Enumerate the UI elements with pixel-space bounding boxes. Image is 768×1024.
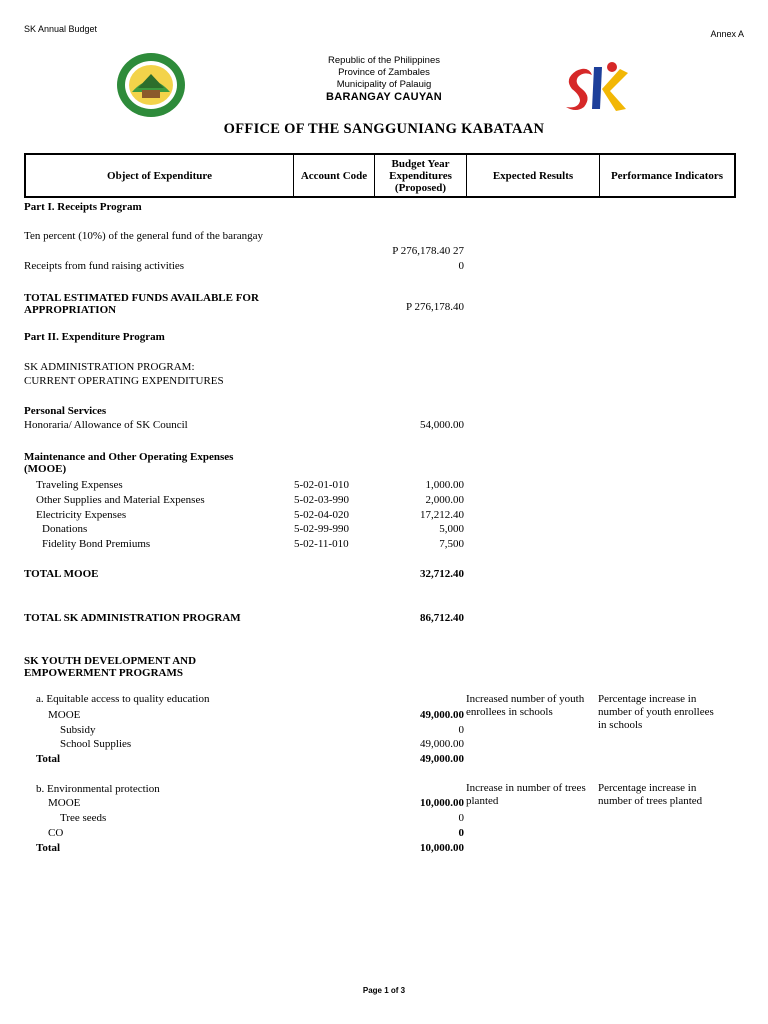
part-2-heading: Part II. Expenditure Program: [24, 331, 165, 343]
item-amount: 17,212.40: [420, 509, 464, 521]
item-label: Electricity Expenses: [36, 509, 127, 521]
item-label: Donations: [42, 523, 88, 535]
total-admin-label: TOTAL SK ADMINISTRATION PROGRAM: [24, 612, 241, 624]
part-1-heading: Part I. Receipts Program: [24, 201, 142, 213]
col-object-of-expenditure: Object of Expenditure: [26, 155, 294, 196]
col-budget-year: [375, 155, 467, 196]
education-program-label: a. Equitable access to quality education: [36, 693, 210, 705]
budget-col-line-1: Budget Year: [391, 157, 450, 170]
item-label: Fidelity Bond Premiums: [42, 538, 151, 550]
col-expected-results: Expected Results: [467, 155, 600, 196]
page-number: Page 1 of 3: [362, 986, 406, 995]
total-admin-amount: 86,712.40: [420, 612, 464, 624]
environment-expected-line-2: planted: [466, 795, 499, 807]
item-code: 5-02-01-010: [294, 479, 349, 491]
item-amount: 7,500: [439, 538, 464, 550]
environment-seeds-amount: 0: [458, 812, 464, 824]
environment-mooe-label: MOOE: [48, 797, 81, 809]
environment-total-amount: 10,000.00: [420, 842, 464, 854]
education-supplies-label: School Supplies: [60, 738, 132, 750]
budget-col-line-2: Expenditures: [389, 169, 452, 182]
item-label: Traveling Expenses: [36, 479, 123, 491]
total-funds-label-line-2: APPROPRIATION: [24, 304, 117, 316]
environment-co-label: CO: [48, 827, 64, 839]
total-mooe-amount: 32,712.40: [420, 568, 464, 580]
education-total-amount: 49,000.00: [420, 753, 464, 765]
education-indicator-line-1: Percentage increase in: [598, 693, 697, 705]
environment-total-label: Total: [36, 842, 61, 854]
document-header-left: SK Annual Budget: [24, 24, 98, 34]
sk-admin-line-2: CURRENT OPERATING EXPENDITURES: [24, 375, 224, 387]
col-performance-indicators: Performance Indicators: [610, 169, 724, 182]
honoraria-amount: 54,000.00: [420, 419, 464, 431]
education-total-label: Total: [36, 753, 61, 765]
environment-mooe-amount: 10,000.00: [420, 797, 464, 809]
province-text: Province of Zambales: [338, 67, 430, 78]
total-funds-label-line-1: TOTAL ESTIMATED FUNDS AVAILABLE FOR: [24, 292, 259, 304]
ten-percent-amount: P 276,178.40 27: [392, 245, 464, 257]
education-subsidy-label: Subsidy: [60, 724, 96, 736]
education-mooe-label: MOOE: [48, 709, 81, 721]
honoraria-label: Honoraria/ Allowance of SK Council: [24, 419, 188, 431]
office-title: OFFICE OF THE SANGGUNIANG KABATAAN: [223, 121, 545, 137]
municipality-text: Municipality of Palauig: [336, 79, 432, 90]
col-account-code: Account Code: [294, 155, 375, 196]
mooe-heading-line-2: (MOOE): [24, 463, 67, 475]
personal-services-heading: Personal Services: [24, 405, 107, 417]
document-header-right: Annex A: [710, 29, 744, 39]
environment-program-label: b. Environmental protection: [36, 783, 160, 795]
item-amount: 2,000.00: [425, 494, 464, 506]
item-label: Other Supplies and Material Expenses: [36, 494, 205, 506]
fund-raising-label: Receipts from fund raising activities: [24, 260, 185, 272]
ten-percent-label: Ten percent (10%) of the general fund of the barangay: [24, 230, 263, 242]
youth-heading-line-1: SK YOUTH DEVELOPMENT AND: [24, 655, 197, 667]
education-indicator-line-3: in schools: [598, 719, 643, 731]
mooe-heading-line-1: Maintenance and Other Operating Expenses: [24, 451, 234, 463]
environment-expected-line-1: Increase in number of trees: [466, 782, 586, 794]
education-expected-line-2: enrollees in schools: [466, 706, 553, 718]
education-indicator-line-2: number of youth enrollees: [598, 706, 714, 718]
education-subsidy-amount: 0: [458, 724, 464, 736]
budget-col-line-3: (Proposed): [394, 181, 447, 194]
sk-admin-line-1: SK ADMINISTRATION PROGRAM:: [24, 361, 195, 373]
item-code: 5-02-04-020: [294, 509, 349, 521]
barangay-title: BARANGAY CAUYAN: [326, 91, 442, 103]
environment-seeds-label: Tree seeds: [60, 812, 107, 824]
government-header: [0, 55, 768, 91]
environment-indicator-line-2: number of trees planted: [598, 795, 703, 807]
item-amount: 1,000.00: [425, 479, 464, 491]
youth-heading-line-2: EMPOWERMENT PROGRAMS: [24, 667, 183, 679]
budget-table-header: [24, 153, 736, 198]
environment-co-amount: 0: [458, 827, 464, 839]
total-funds-amount: P 276,178.40: [406, 301, 464, 313]
education-mooe-amount: 49,000.00: [420, 709, 464, 721]
item-amount: 5,000: [439, 523, 464, 535]
republic-text: Republic of the Philippines: [328, 55, 440, 66]
item-code: 5-02-03-990: [294, 494, 349, 506]
education-expected-line-1: Increased number of youth: [466, 693, 585, 705]
item-code: 5-02-99-990: [294, 523, 349, 535]
item-code: 5-02-11-010: [294, 538, 349, 550]
education-supplies-amount: 49,000.00: [420, 738, 464, 750]
fund-raising-amount: 0: [458, 260, 464, 272]
total-mooe-label: TOTAL MOOE: [24, 568, 99, 580]
environment-indicator-line-1: Percentage increase in: [598, 782, 697, 794]
